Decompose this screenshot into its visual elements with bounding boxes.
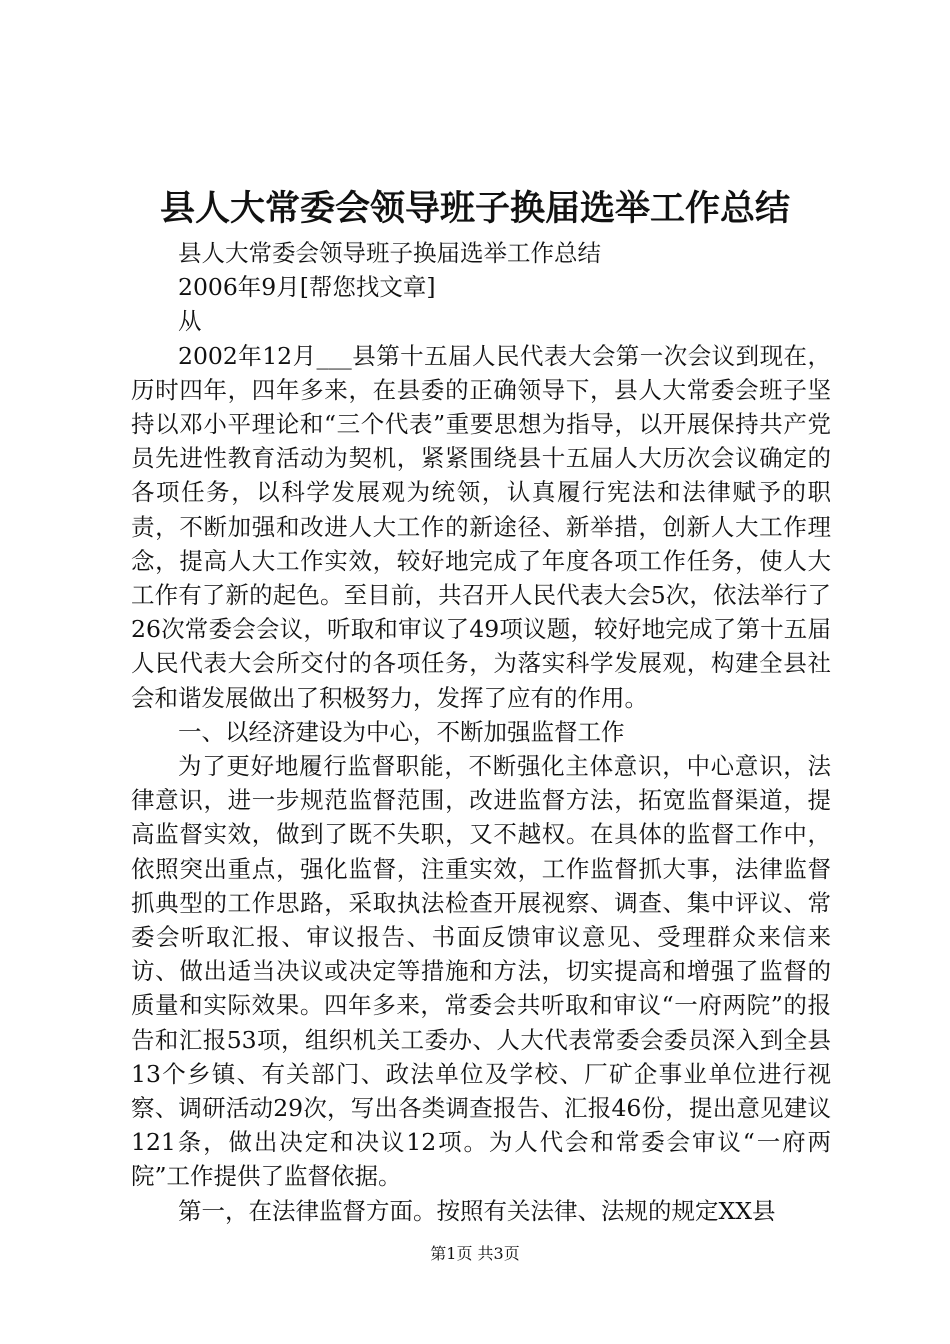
paragraph-supervision: 为了更好地履行监督职能，不断强化主体意识，中心意识，法律意识，进一步规范监督范围，改进监督方法，拓宽监督渠道，提高监督实效，做到了既不失职，又不越权。在具体的监督工作中，依照突出重点，强化监督，注重实效，工作监督抓大事，法律监督抓典型的工作思路，采取执法检查开展视察、调查、集中评议、常委会听取汇报、审议报告、书面反馈审议意见、受理群众来信来访、做出适当决议或决定等措施和方法，切实提高和增强了监督的质量和实际效果。四年多来，常委会共听取和审议“一府两院”的报告和汇报53项，组织机关工委办、人大代表常委会委员深入到全县13个乡镇、有关部门、政法单位及学校、厂矿企事业单位进行视察、调研活动29次，写出各类调查报告、汇报46份，提出意见建议121条，做出决定和决议12项。为人代会和常委会审议“一府两院”工作提供了监督依据。 <box>131 752 831 1191</box>
document-body <box>131 236 831 1228</box>
page-footer: 第1页 共3页 <box>430 1244 520 1263</box>
paragraph-overview: 2002年12月___县第十五届人民代表大会第一次会议到现在，历时四年，四年多来，在县委的正确领导下，县人大常委会班子坚持以邓小平理论和“三个代表”重要思想为指导，以开展保持共产党员先进性教育活动为契机，紧紧围绕县十五届人大历次会议确定的各项任务，以科学发展观为统领，认真履行宪法和法律赋予的职责，不断加强和改进人大工作的新途径、新举措，创新人大工作理念，提高人大工作实效，较好地完成了年度各项工作任务，使人大工作有了新的起色。至目前，共召开人民代表大会5次，依法举行了26次常委会会议，听取和审议了49项议题，较好地完成了第十五届人民代表大会所交付的各项任务，为落实科学发展观，构建全县社会和谐发展做出了积极努力，发挥了应有的作用。 <box>131 341 831 712</box>
paragraph-legal-supervision: 第一，在法律监督方面。按照有关法律、法规的规定XX县 <box>178 1196 776 1225</box>
subtitle-line: 县人大常委会领导班子换届选举工作总结 <box>178 239 601 267</box>
date-line: 2006年9月[帮您找文章] <box>178 273 436 302</box>
document-title: 县人大常委会领导班子换届选举工作总结 <box>159 188 790 229</box>
intro-word: 从 <box>178 307 202 336</box>
section-heading-1: 一、以经济建设为中心，不断加强监督工作 <box>178 717 625 746</box>
